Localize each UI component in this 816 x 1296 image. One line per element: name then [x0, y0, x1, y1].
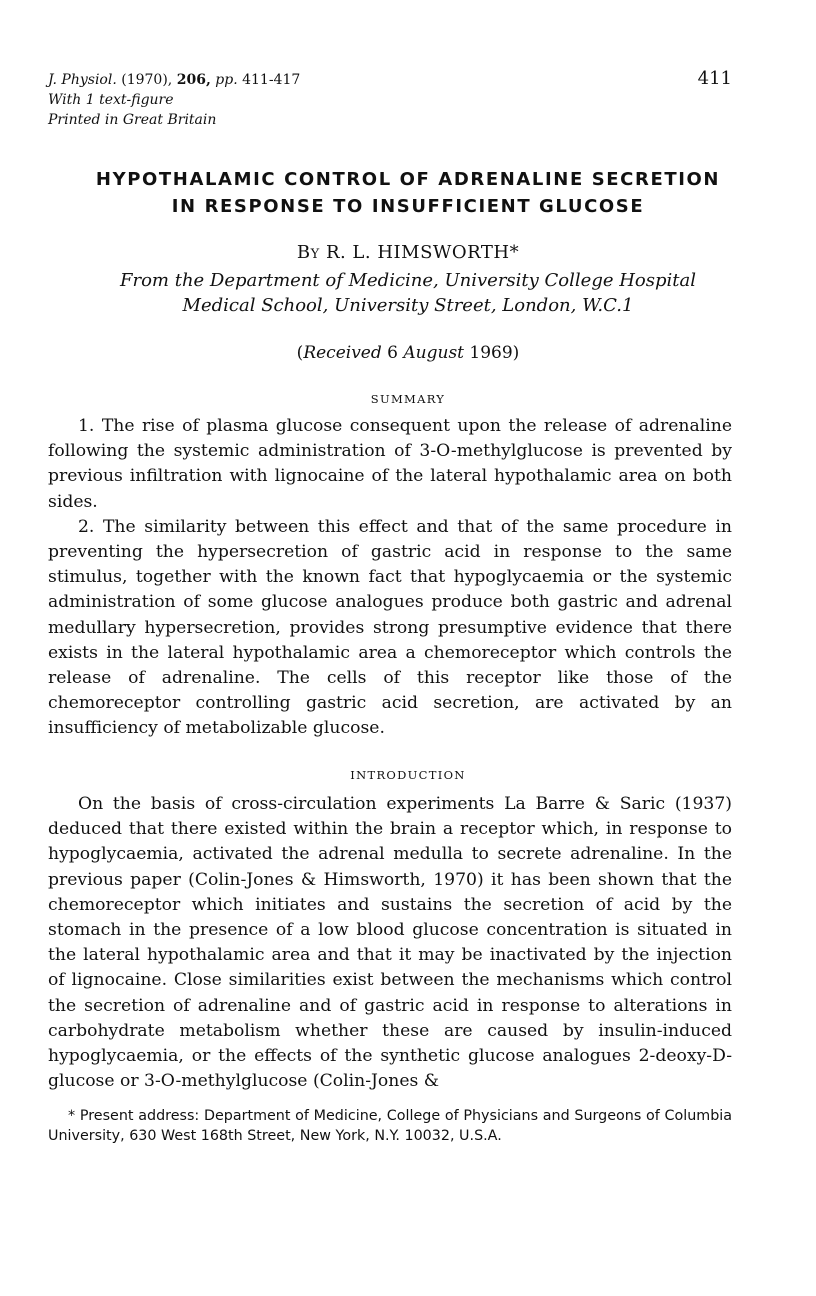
received-date: [48, 343, 768, 363]
summary-heading: SUMMARY: [370, 392, 446, 406]
figure-note: With 1 text-figure: [48, 92, 174, 108]
title-line-2: IN RESPONSE TO INSUFFICIENT GLUCOSE: [171, 196, 645, 217]
received-day: 6: [387, 343, 398, 363]
article-title: [48, 166, 768, 220]
introduction-paragraph: On the basis of cross-circulation experiments La Barre & Saric (1937) deduced that there existed within the brain a receptor which, in response to hypoglycaemia, activated the adrenal medulla to secrete adrenaline. In the previous paper (Colin-Jones & Himsworth, 1970) it has been shown that the chemoreceptor which initiates and sustains the secretion of acid by the stomach in the presence of a low blood glucose concentration is situated in the lateral hypothalamic area and that it may be inactivated by the injection of lignocaine. Close similarities exist between the mechanisms which control the secretion of adrenaline and of gastric acid in response to alterations in carbohydrate metabolism whether these are caused by insulin-induced hypoglycaemia, or the effects of the synthetic glucose analogues 2-deoxy-D-glucose or 3-O-methylglucose (Colin-Jones &: [48, 794, 732, 1092]
introduction-body: [48, 792, 732, 1094]
received-month: August: [403, 343, 465, 363]
title-line-1: HYPOTHALAMIC CONTROL OF ADRENALINE SECRETION: [95, 169, 721, 190]
journal-year: (1970),: [121, 72, 173, 88]
received-word: Received: [303, 343, 382, 363]
author-by: By: [296, 242, 320, 263]
footnote-text: * Present address: Department of Medicine, College of Physicians and Surgeons of Columbia University, 630 West 168th Street, New York, N.Y. 10032, U.S.A.: [48, 1108, 732, 1144]
author-line: [48, 242, 768, 263]
introduction-heading: INTRODUCTION: [350, 768, 466, 782]
affiliation: [48, 268, 768, 318]
citation-line: [48, 70, 300, 90]
affiliation-line-1: From the Department of Medicine, University College Hospital: [120, 270, 696, 291]
page-number: 411: [697, 68, 732, 89]
affiliation-line-2: Medical School, University Street, London, W.C.1: [182, 295, 634, 316]
page-range: 411-417: [242, 72, 301, 88]
footnote: [48, 1106, 732, 1146]
received-year: 1969): [469, 343, 520, 363]
pages-label: pp.: [215, 72, 238, 88]
journal-header: [48, 70, 300, 130]
author-name: R. L. HIMSWORTH*: [325, 242, 520, 263]
summary-body: [48, 414, 732, 742]
printed-note: Printed in Great Britain: [48, 112, 217, 128]
received-open: (: [296, 343, 304, 363]
summary-paragraph: 2. The similarity between this effect and that of the same procedure in preventing the hypersecretion of gastric acid in response to the same stimulus, together with the known fact that hypoglycaemia or the systemic administration of some glucose analogues produce both gastric and adrenal medullary hypersecretion, provides strong presumptive evidence that there exists in the lateral hypothalamic area a chemoreceptor which controls the release of adrenaline. The cells of this receptor like those of the chemoreceptor controlling gastric acid secretion, are activated by an insufficiency of metabolizable glucose.: [48, 516, 732, 739]
summary-paragraph: 1. The rise of plasma glucose consequent upon the release of adrenaline following the systemic administration of 3-O-methylglucose is prevented by previous infiltration with lignocaine of the lateral hypothalamic area on both sides.: [48, 416, 732, 512]
journal-name: J. Physiol.: [48, 72, 117, 88]
journal-volume: 206,: [176, 72, 211, 88]
